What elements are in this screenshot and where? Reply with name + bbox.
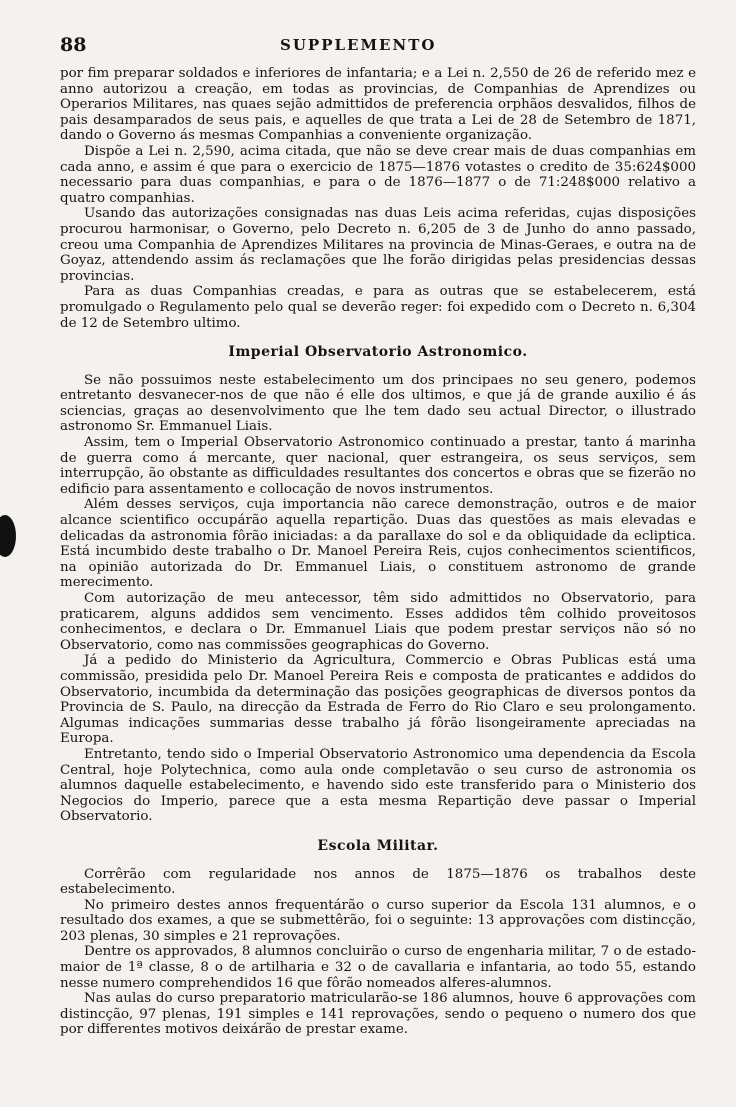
paragraph: Nas aulas do curso preparatorio matricularão-se 186 alumnos, houve 6 approvações com distincção, 97 plenas, 191 simples e 141 reprovações, sendo o pequeno o numero dos que por differentes motivos deixárão de prestar exame.: [60, 991, 696, 1038]
paragraph: Dentre os approvados, 8 alumnos concluirão o curso de engenharia militar, 7 o de estado-maior de 1ª classe, 8 o de artilharia e 32 o de cavallaria e infantaria, ao todo 55, estando nesse numero comprehendidos 16 que fôrão nomeados alferes-alumnos.: [60, 944, 696, 991]
paragraph: Usando das autorizações consignadas nas duas Leis acima referidas, cujas disposições procurou harmonisar, o Governo, pelo Decreto n. 6,205 de 3 de Junho do anno passado, creou uma Companhia de Aprendizes Militares na provincia de Minas-Geraes, e outra na de Goyaz, attendendo assim ás reclamações que lhe forão dirigidas pelas presidencias dessas provincias.: [60, 206, 696, 284]
running-title: SUPPLEMENTO: [280, 36, 437, 54]
paragraph: Entretanto, tendo sido o Imperial Observatorio Astronomico uma dependencia da Escola Central, hoje Polytechnica, como aula onde completavão o seu curso de astronomia os alumnos daquelle estabelecimento, e havendo sido este transferido para o Ministerio dos Negocios do Imperio, parece que a esta mesma Repartição deve passar o Imperial Observatorio.: [60, 746, 696, 825]
paragraph: Com autorização de meu antecessor, têm sido admittidos no Observatorio, para praticarem, alguns addidos sem vencimento. Esses addidos têm colhido proveitosos conhecimentos, e declara o Dr. Emmanuel Liais que podem prestar serviços não só no Observatorio, como nas commissões geographicas do Governo.: [60, 591, 696, 653]
page-header: [60, 34, 696, 58]
paragraph: Se não possuimos neste estabelecimento um dos principaes no seu genero, podemos entretanto desvanecer-nos de que não é elle dos ultimos, e que já de grande auxilio é ás sciencias, graças ao desenvolvimento que lhe tem dado seu actual Director, o illustrado astronomo Sr. Emmanuel Liais.: [60, 372, 696, 435]
paragraph: Para as duas Companhias creadas, e para as outras que se estabelecerem, está promulgado o Regulamento pelo qual se deverão reger: foi expedido com o Decreto n. 6,304 de 12 de Setembro ultimo.: [60, 284, 696, 331]
binding-hole-mark: [0, 515, 16, 557]
page-number: 88: [60, 34, 87, 56]
paragraph: No primeiro destes annos frequentárão o curso superior da Escola 131 alumnos, e o resultado dos exames, a que se submettêrão, foi o seguinte: 13 approvações com distincção, 203 plenas, 30 simples e 21 reprovações.: [60, 897, 696, 944]
paragraph: Corrêrão com regularidade nos annos de 1875—1876 os trabalhos deste estabelecimento.: [60, 866, 696, 898]
paragraph: por fim preparar soldados e inferiores de infantaria; e a Lei n. 2,550 de 26 de referido mez e anno autorizou a creação, em todas as provincias, de Companhias de Aprendizes ou Operarios Militares, nas quaes sejão admittidos de preferencia orphãos desvalidos, filhos de pais desamparados de seus pais, e aquelles de que trata a Lei de 28 de Setembro de 1871, dando o Governo ás mesmas Companhias a conveniente organização.: [60, 66, 696, 144]
paragraph: Dispõe a Lei n. 2,590, acima citada, que não se deve crear mais de duas companhias em cada anno, e assim é que para o exercicio de 1875—1876 votastes o credito de 35:624$000 necessario para duas companhias, e para o de 1876—1877 o de 71:248$000 relativo a quatro companhias.: [60, 143, 696, 206]
paragraph: Além desses serviços, cuja importancia não carece demonstração, outros e de maior alcance scientifico occupárão aquella repartição. Duas das questões as mais elevadas e delicadas da astronomia fôrão iniciadas: a da parallaxe do sol e da obliquidade da ecliptica. Está incumbido deste trabalho o Dr. Manoel Pereira Reis, cujos conhecimentos scientificos, na opinião autorizada do Dr. Emmanuel Liais, o constituem astronomo de grande merecimento.: [60, 497, 696, 591]
paragraph: Já a pedido do Ministerio da Agricultura, Commercio e Obras Publicas está uma commissão, presidida pelo Dr. Manoel Pereira Reis e composta de praticantes e addidos do Observatorio, incumbida da determinação das posições geographicas de diversos pontos da Provincia de S. Paulo, na direcção da Estrada de Ferro do Rio Claro e seu prolongamento. Algumas indicações summarias desse trabalho já fôrão lisongeiramente apreciadas na Europa.: [60, 653, 696, 747]
paragraph: Assim, tem o Imperial Observatorio Astronomico continuado a prestar, tanto á marinha de guerra como á mercante, quer nacional, quer estrangeira, os seus serviços, sem interrupção, ão obstante as difficuldades resultantes dos concertos e obras que se fizerão no edificio para assentamento e collocação de novos instrumentos.: [60, 435, 696, 497]
section-title-observatorio: Imperial Observatorio Astronomico.: [228, 344, 528, 361]
body-text: [60, 66, 696, 1038]
section-title-escola-militar: Escola Militar.: [317, 837, 439, 854]
